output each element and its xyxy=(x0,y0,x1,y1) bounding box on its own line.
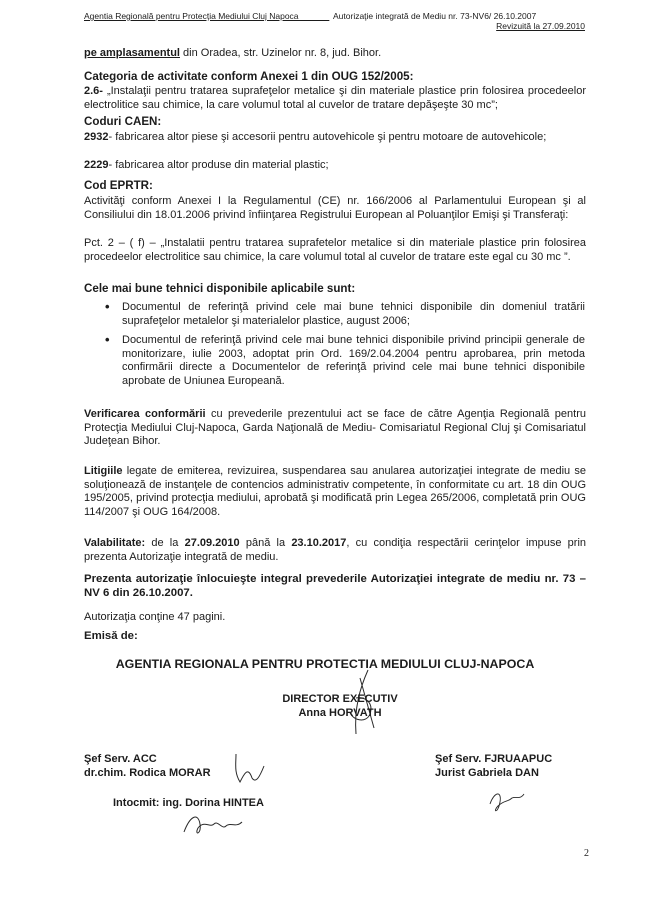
header-agency: Agentia Regională pentru Protecţia Mediului Cluj Napoca ______ xyxy=(84,11,330,21)
verification-paragraph xyxy=(84,408,586,449)
drafted-label: Intocmit: ing. Dorina xyxy=(113,797,223,809)
director-name: Anna HORVATH xyxy=(298,706,382,719)
location-text: din Oradea, str. Uzinelor nr. 8, jud. Bihor. xyxy=(179,47,382,59)
sig-right-name: Jurist Gabriela DAN xyxy=(435,766,539,779)
category-text: „Instalaţii pentru tratarea suprafeţelor metalice şi din materiale plastice prin folosirea procedeelor electrolitice sau chimice, la care volumul total al cuvelor de tratare depăşeşte 30 mc”; xyxy=(84,85,586,111)
issued-by-label: Emisă de: xyxy=(84,630,138,642)
header-authorization: Autorizaţie integrată de Mediu nr. 73-NV6/ 26.10.2007 xyxy=(333,11,537,21)
validity-paragraph xyxy=(84,537,586,564)
category-paragraph xyxy=(84,85,586,112)
agency-name: AGENTIA REGIONALA PENTRU PROTECTIA MEDIULUI CLUJ-NAPOCA xyxy=(115,657,535,671)
caen-heading: Coduri CAEN: xyxy=(84,115,162,128)
eprtr-heading: Cod EPRTR: xyxy=(84,179,153,192)
morar-signature xyxy=(230,752,270,788)
litigation-paragraph xyxy=(84,465,586,519)
eprtr-paragraph: Activităţi conform Anexei I la Regulamentul (CE) nr. 166/2006 al Parlamentului European şi al Consiliului din 18.01.2006 privind înfiinţarea Registrului European al Poluanţilor Emişi şi Transferaţi: xyxy=(84,195,586,221)
director-title: DIRECTOR EXECUTIV xyxy=(282,693,398,705)
location-paragraph xyxy=(84,47,586,61)
drafted-name: HINTEA xyxy=(223,797,264,809)
validity-text: , cu condiţia respectării cerinţelor impuse prin prezenta Autorizaţie integrată de mediu. xyxy=(84,537,587,563)
category-heading: Categoria de activitate conform Anexei 1 din OUG 152/2005: xyxy=(84,70,414,83)
location-lead: pe amplasamentul xyxy=(84,47,180,59)
page-number: 2 xyxy=(584,848,589,859)
header-revision: Revizuită la 27.09.2010 xyxy=(496,21,585,31)
validity-lead: Valabilitate: xyxy=(84,537,146,549)
validity-text: până la xyxy=(239,537,292,549)
hintea-signature xyxy=(180,810,250,840)
signature-right xyxy=(435,753,552,780)
caen-code: 2932 xyxy=(84,131,109,143)
bullet-icon: • xyxy=(105,299,110,314)
bat-item: Documentul de referinţă privind cele mai bune tehnici disponibile privind principii generale de monitorizare, iulie 2003, adoptat prin Ord. 169/2.04.2004 pentru aprobarea, prin metoda confirmării directe a Documentelor de referinţă privind cele mai bune tehnici disponibile aprobate de Uniunea Europeană. xyxy=(122,334,585,387)
sig-left-name: dr.chim. Rodica MORAR xyxy=(84,766,211,779)
litigation-text: legate de emiterea, revizuirea, suspendarea sau anularea autorizaţiei integrate de mediu se soluţionează de instanţele de contencios administrativ competente, în conformitate cu art. 18 din OUG 195/2005, privind protecţia mediului, aprobată şi modificată prin Legea 265/2006, completată prin OUG 114/2007 şi OUG 164/2008. xyxy=(84,465,586,518)
caen-text: - fabricarea altor piese şi accesorii pentru autovehicole şi pentru motoare de autovehicole; xyxy=(108,131,547,143)
validity-date-to: 23.10.2017 xyxy=(291,537,347,549)
validity-date-from: 27.09.2010 xyxy=(184,537,240,549)
replaces-statement: Prezenta autorizaţie înlocuieşte integral prevederile Autorizaţiei integrate de mediu nr. 73 – NV 6 din 26.10.2007. xyxy=(84,573,586,599)
verification-lead: Verificarea conformării xyxy=(84,408,206,420)
verification-text: cu prevederile prezentului act se face de către Agenţia Regională pentru Protecţia Mediului Cluj-Napoca, Garda Naţională de Mediu- Comisariatul Regional Cluj şi Comisariatul Judeţean Bihor. xyxy=(84,408,587,448)
sig-left-title: Şef Serv. ACC xyxy=(84,753,157,765)
dan-signature xyxy=(484,784,528,818)
category-code: 2.6- xyxy=(84,85,103,97)
bullet-icon: • xyxy=(105,332,110,347)
sig-right-title: Şef Serv. FJRUAAPUC xyxy=(435,753,553,765)
pages-note: Autorizaţia conţine 47 pagini. xyxy=(84,611,226,623)
bat-heading: Cele mai bune tehnici disponibile aplicabile sunt: xyxy=(84,282,356,295)
caen-text: - fabricarea altor produse din material plastic; xyxy=(108,159,329,171)
validity-text: de la xyxy=(145,537,185,549)
drafted-by xyxy=(113,797,264,811)
caen-item xyxy=(84,131,586,145)
caen-item xyxy=(84,159,586,173)
caen-code: 2229 xyxy=(84,159,109,171)
eprtr-point: Pct. 2 – ( f) – „Instalatii pentru tratarea suprafetelor metalice si din materiale plastice prin folosirea procedeelor electrolitice sau chimice, la care volumul total al cuvelor de tratare este egal cu 30 mc ”. xyxy=(84,237,586,263)
director-block xyxy=(270,693,410,720)
bat-item: Documentul de referinţă privind cele mai bune tehnici disponibile din domeniul tratării suprafeţelor metalelor şi materialelor plastice, august 2006; xyxy=(122,301,585,327)
signature-left xyxy=(84,753,211,780)
litigation-lead: Litigiile xyxy=(84,465,123,477)
